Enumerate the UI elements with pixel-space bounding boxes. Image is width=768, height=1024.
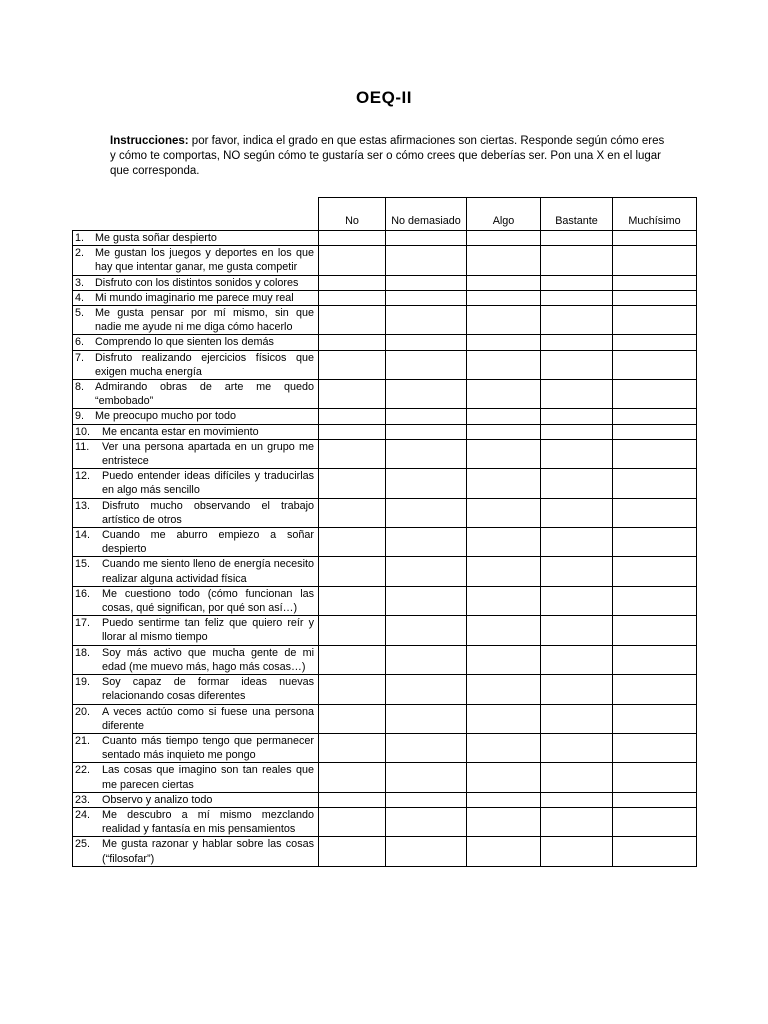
item-number: 8. bbox=[75, 381, 85, 394]
answer-cell-muchisimo[interactable] bbox=[613, 350, 697, 379]
answer-cell-algo[interactable] bbox=[467, 807, 541, 836]
item-cell bbox=[73, 616, 319, 645]
answer-cell-no[interactable] bbox=[319, 645, 386, 674]
item-statement bbox=[73, 675, 318, 703]
item-text: Mi mundo imaginario me parece muy real bbox=[95, 291, 294, 304]
answer-cell-no-demasiado[interactable] bbox=[386, 439, 467, 468]
item-number: 25. bbox=[75, 838, 91, 851]
item-number: 19. bbox=[75, 676, 91, 689]
table-row bbox=[73, 528, 697, 557]
item-number: 10. bbox=[75, 425, 91, 438]
item-statement bbox=[73, 808, 318, 836]
answer-cell-no[interactable] bbox=[319, 380, 386, 409]
item-statement bbox=[73, 734, 318, 762]
table-row bbox=[73, 439, 697, 468]
item-statement bbox=[73, 763, 318, 791]
answer-cell-no[interactable] bbox=[319, 306, 386, 335]
answer-cell-no-demasiado[interactable] bbox=[386, 335, 467, 350]
item-text: Puedo entender ideas difíciles y traducirlas en algo más sencillo bbox=[102, 470, 314, 497]
item-cell bbox=[73, 586, 319, 615]
answer-cell-muchisimo[interactable] bbox=[613, 439, 697, 468]
item-cell bbox=[73, 498, 319, 527]
answer-cell-algo[interactable] bbox=[467, 380, 541, 409]
table-row bbox=[73, 409, 697, 424]
answer-cell-muchisimo[interactable] bbox=[613, 733, 697, 762]
item-number: 24. bbox=[75, 808, 91, 821]
item-statement bbox=[73, 425, 318, 439]
item-number: 3. bbox=[75, 276, 85, 289]
item-cell bbox=[73, 409, 319, 424]
item-number: 21. bbox=[75, 734, 91, 747]
answer-cell-bastante[interactable] bbox=[541, 409, 613, 424]
table-row bbox=[73, 645, 697, 674]
table-row bbox=[73, 763, 697, 792]
item-number: 20. bbox=[75, 705, 91, 718]
item-cell bbox=[73, 792, 319, 807]
answer-cell-muchisimo[interactable] bbox=[613, 231, 697, 246]
item-statement bbox=[73, 528, 318, 556]
item-cell bbox=[73, 275, 319, 290]
table-row bbox=[73, 675, 697, 704]
answer-cell-no-demasiado[interactable] bbox=[386, 409, 467, 424]
item-statement bbox=[73, 291, 318, 305]
item-number: 23. bbox=[75, 793, 91, 806]
answer-cell-bastante[interactable] bbox=[541, 704, 613, 733]
item-number: 7. bbox=[75, 351, 85, 364]
table-row bbox=[73, 807, 697, 836]
column-header-bastante: Bastante bbox=[541, 198, 613, 231]
item-text: Comprendo lo que sienten los demás bbox=[95, 336, 274, 349]
item-number: 9. bbox=[75, 410, 85, 423]
table-row bbox=[73, 290, 697, 305]
item-number: 14. bbox=[75, 529, 91, 542]
answer-cell-bastante[interactable] bbox=[541, 763, 613, 792]
table-row bbox=[73, 792, 697, 807]
answer-cell-bastante[interactable] bbox=[541, 586, 613, 615]
answer-cell-algo[interactable] bbox=[467, 733, 541, 762]
answer-cell-muchisimo[interactable] bbox=[613, 246, 697, 275]
answer-cell-no-demasiado[interactable] bbox=[386, 704, 467, 733]
answer-cell-no-demasiado[interactable] bbox=[386, 424, 467, 439]
item-cell bbox=[73, 246, 319, 275]
answer-cell-muchisimo[interactable] bbox=[613, 409, 697, 424]
answer-cell-no-demasiado[interactable] bbox=[386, 350, 467, 379]
answer-cell-algo[interactable] bbox=[467, 424, 541, 439]
item-statement bbox=[73, 351, 318, 379]
item-cell bbox=[73, 807, 319, 836]
answer-cell-bastante[interactable] bbox=[541, 616, 613, 645]
item-cell bbox=[73, 704, 319, 733]
answer-cell-muchisimo[interactable] bbox=[613, 616, 697, 645]
answer-cell-no[interactable] bbox=[319, 528, 386, 557]
item-text: Disfruto con los distintos sonidos y colores bbox=[95, 276, 299, 289]
answer-cell-bastante[interactable] bbox=[541, 792, 613, 807]
item-number: 16. bbox=[75, 587, 91, 600]
answer-cell-algo[interactable] bbox=[467, 557, 541, 586]
item-text: Me cuestiono todo (cómo funcionan las cosas, qué significan, por qué son así…) bbox=[102, 587, 314, 615]
item-cell bbox=[73, 335, 319, 350]
answer-cell-no-demasiado[interactable] bbox=[386, 837, 467, 866]
answer-cell-no[interactable] bbox=[319, 275, 386, 290]
answer-cell-algo[interactable] bbox=[467, 645, 541, 674]
table-row bbox=[73, 350, 697, 379]
answer-cell-bastante[interactable] bbox=[541, 557, 613, 586]
item-cell bbox=[73, 290, 319, 305]
answer-cell-no[interactable] bbox=[319, 616, 386, 645]
answer-cell-no-demasiado[interactable] bbox=[386, 498, 467, 527]
item-number: 22. bbox=[75, 764, 91, 777]
table-row bbox=[73, 306, 697, 335]
answer-cell-no[interactable] bbox=[319, 335, 386, 350]
item-number: 11. bbox=[75, 440, 90, 453]
answer-cell-muchisimo[interactable] bbox=[613, 792, 697, 807]
table-row bbox=[73, 616, 697, 645]
item-cell bbox=[73, 231, 319, 246]
item-text: A veces actúo como si fuese una persona diferente bbox=[102, 705, 314, 732]
header-row bbox=[73, 198, 697, 231]
answer-cell-muchisimo[interactable] bbox=[613, 290, 697, 305]
table-row bbox=[73, 246, 697, 275]
item-text: Me encanta estar en movimiento bbox=[102, 425, 259, 438]
answer-cell-algo[interactable] bbox=[467, 498, 541, 527]
table-row bbox=[73, 335, 697, 350]
item-statement bbox=[73, 646, 318, 674]
answer-cell-no[interactable] bbox=[319, 837, 386, 866]
item-cell bbox=[73, 837, 319, 866]
item-number: 17. bbox=[75, 617, 91, 630]
table-row bbox=[73, 231, 697, 246]
item-number: 6. bbox=[75, 336, 85, 349]
answer-cell-bastante[interactable] bbox=[541, 837, 613, 866]
instructions-text: por favor, indica el grado en que estas afirmaciones son ciertas. Responde según cómo eres y cómo te comportas, NO según cómo te gustaría ser o cómo crees que deberías ser. Pon una X en el lugar que corresponda. bbox=[110, 135, 665, 177]
answer-cell-algo[interactable] bbox=[467, 231, 541, 246]
item-cell bbox=[73, 557, 319, 586]
answer-cell-no-demasiado[interactable] bbox=[386, 557, 467, 586]
answer-cell-no-demasiado[interactable] bbox=[386, 586, 467, 615]
page-title: OEQ-II bbox=[356, 88, 412, 107]
answer-cell-no[interactable] bbox=[319, 231, 386, 246]
answer-cell-algo[interactable] bbox=[467, 439, 541, 468]
answer-cell-no[interactable] bbox=[319, 704, 386, 733]
item-number: 12. bbox=[75, 470, 91, 483]
answer-cell-bastante[interactable] bbox=[541, 807, 613, 836]
item-number: 15. bbox=[75, 558, 91, 571]
answer-cell-muchisimo[interactable] bbox=[613, 528, 697, 557]
item-text: Soy más activo que mucha gente de mi edad (me muevo más, hago más cosas…) bbox=[102, 646, 314, 673]
table-row bbox=[73, 424, 697, 439]
answer-cell-muchisimo[interactable] bbox=[613, 498, 697, 527]
item-text: Me gusta soñar despierto bbox=[95, 232, 217, 244]
answer-cell-muchisimo[interactable] bbox=[613, 469, 697, 498]
answer-cell-algo[interactable] bbox=[467, 837, 541, 866]
item-statement bbox=[73, 705, 318, 733]
item-statement bbox=[73, 246, 318, 274]
answer-cell-muchisimo[interactable] bbox=[613, 557, 697, 586]
answer-cell-algo[interactable] bbox=[467, 792, 541, 807]
answer-cell-muchisimo[interactable] bbox=[613, 645, 697, 674]
answer-cell-no-demasiado[interactable] bbox=[386, 246, 467, 275]
item-text: Me gustan los juegos y deportes en los que hay que intentar ganar, me gusta competir bbox=[95, 247, 314, 274]
answer-cell-bastante[interactable] bbox=[541, 528, 613, 557]
answer-cell-muchisimo[interactable] bbox=[613, 704, 697, 733]
answer-cell-bastante[interactable] bbox=[541, 645, 613, 674]
item-cell bbox=[73, 469, 319, 498]
answer-cell-no[interactable] bbox=[319, 350, 386, 379]
answer-cell-no[interactable] bbox=[319, 807, 386, 836]
item-cell bbox=[73, 528, 319, 557]
item-text: Puedo sentirme tan feliz que quiero reír y llorar al mismo tiempo bbox=[102, 617, 314, 644]
table-row bbox=[73, 557, 697, 586]
answer-cell-algo[interactable] bbox=[467, 469, 541, 498]
answer-cell-no-demasiado[interactable] bbox=[386, 469, 467, 498]
header-blank-cell bbox=[73, 198, 319, 231]
item-statement bbox=[73, 837, 318, 865]
answer-cell-no[interactable] bbox=[319, 763, 386, 792]
table-row bbox=[73, 837, 697, 866]
instructions bbox=[110, 134, 670, 179]
answer-cell-no-demasiado[interactable] bbox=[386, 616, 467, 645]
answer-cell-algo[interactable] bbox=[467, 275, 541, 290]
answer-cell-no-demasiado[interactable] bbox=[386, 275, 467, 290]
item-number: 2. bbox=[75, 247, 85, 260]
answer-cell-bastante[interactable] bbox=[541, 246, 613, 275]
answer-cell-algo[interactable] bbox=[467, 335, 541, 350]
answer-cell-no-demasiado[interactable] bbox=[386, 528, 467, 557]
item-cell bbox=[73, 675, 319, 704]
item-cell bbox=[73, 424, 319, 439]
table-row bbox=[73, 704, 697, 733]
table-row bbox=[73, 380, 697, 409]
item-text: Cuanto más tiempo tengo que permanecer sentado más inquieto me pongo bbox=[102, 734, 314, 762]
item-text: Me gusta razonar y hablar sobre las cosas (“filosofar”) bbox=[102, 838, 314, 865]
answer-cell-no-demasiado[interactable] bbox=[386, 290, 467, 305]
item-statement bbox=[73, 409, 318, 423]
instructions-label: Instrucciones: bbox=[110, 135, 189, 147]
answer-cell-algo[interactable] bbox=[467, 290, 541, 305]
answer-cell-no[interactable] bbox=[319, 557, 386, 586]
item-statement bbox=[73, 440, 318, 468]
item-statement bbox=[73, 335, 318, 349]
item-cell bbox=[73, 350, 319, 379]
item-cell bbox=[73, 306, 319, 335]
item-text: Me descubro a mí mismo mezclando realidad y fantasía en mis pensamientos bbox=[102, 808, 314, 836]
item-cell bbox=[73, 733, 319, 762]
answer-cell-no[interactable] bbox=[319, 290, 386, 305]
answer-cell-no[interactable] bbox=[319, 498, 386, 527]
item-statement bbox=[73, 306, 318, 334]
answer-cell-muchisimo[interactable] bbox=[613, 807, 697, 836]
item-text: Admirando obras de arte me quedo “embobado” bbox=[95, 381, 314, 408]
column-header-no-demasiado: No demasiado bbox=[386, 198, 467, 231]
item-number: 5. bbox=[75, 307, 85, 320]
answer-cell-no-demasiado[interactable] bbox=[386, 306, 467, 335]
answer-cell-bastante[interactable] bbox=[541, 424, 613, 439]
answer-cell-muchisimo[interactable] bbox=[613, 675, 697, 704]
item-statement bbox=[73, 616, 318, 644]
item-cell bbox=[73, 380, 319, 409]
column-header-no: No bbox=[319, 198, 386, 231]
item-number: 13. bbox=[75, 499, 91, 512]
answer-cell-muchisimo[interactable] bbox=[613, 586, 697, 615]
item-number: 4. bbox=[75, 291, 85, 304]
answer-cell-muchisimo[interactable] bbox=[613, 763, 697, 792]
answer-cell-algo[interactable] bbox=[467, 409, 541, 424]
answer-cell-bastante[interactable] bbox=[541, 306, 613, 335]
answer-cell-muchisimo[interactable] bbox=[613, 306, 697, 335]
item-statement bbox=[73, 587, 318, 615]
answer-cell-muchisimo[interactable] bbox=[613, 837, 697, 866]
answer-cell-algo[interactable] bbox=[467, 246, 541, 275]
survey-table bbox=[72, 197, 697, 867]
answer-cell-muchisimo[interactable] bbox=[613, 380, 697, 409]
answer-cell-no[interactable] bbox=[319, 792, 386, 807]
answer-cell-bastante[interactable] bbox=[541, 675, 613, 704]
answer-cell-no[interactable] bbox=[319, 469, 386, 498]
item-statement bbox=[73, 557, 318, 585]
item-cell bbox=[73, 763, 319, 792]
answer-cell-bastante[interactable] bbox=[541, 439, 613, 468]
item-text: Cuando me siento lleno de energía necesito realizar alguna actividad física bbox=[102, 558, 314, 585]
answer-cell-bastante[interactable] bbox=[541, 498, 613, 527]
item-text: Disfruto mucho observando el trabajo artístico de otros bbox=[102, 499, 314, 526]
item-statement bbox=[73, 793, 318, 807]
table-row bbox=[73, 275, 697, 290]
table-row bbox=[73, 586, 697, 615]
item-cell bbox=[73, 439, 319, 468]
answer-cell-bastante[interactable] bbox=[541, 350, 613, 379]
answer-cell-no-demasiado[interactable] bbox=[386, 645, 467, 674]
item-text: Cuando me aburro empiezo a soñar despierto bbox=[102, 529, 314, 556]
answer-cell-no-demasiado[interactable] bbox=[386, 231, 467, 246]
answer-cell-bastante[interactable] bbox=[541, 231, 613, 246]
answer-cell-no-demasiado[interactable] bbox=[386, 675, 467, 704]
item-cell bbox=[73, 645, 319, 674]
column-header-muchisimo: Muchísimo bbox=[613, 198, 697, 231]
answer-cell-algo[interactable] bbox=[467, 306, 541, 335]
answer-cell-no-demasiado[interactable] bbox=[386, 807, 467, 836]
answer-cell-no-demasiado[interactable] bbox=[386, 380, 467, 409]
answer-cell-no-demasiado[interactable] bbox=[386, 733, 467, 762]
answer-cell-algo[interactable] bbox=[467, 616, 541, 645]
answer-cell-algo[interactable] bbox=[467, 586, 541, 615]
item-text: Observo y analizo todo bbox=[102, 793, 213, 806]
answer-cell-no-demasiado[interactable] bbox=[386, 792, 467, 807]
answer-cell-bastante[interactable] bbox=[541, 290, 613, 305]
item-statement bbox=[73, 499, 318, 527]
answer-cell-no[interactable] bbox=[319, 733, 386, 762]
column-header-algo: Algo bbox=[467, 198, 541, 231]
answer-cell-muchisimo[interactable] bbox=[613, 424, 697, 439]
answer-cell-algo[interactable] bbox=[467, 675, 541, 704]
item-statement bbox=[73, 469, 318, 497]
answer-cell-no[interactable] bbox=[319, 439, 386, 468]
answer-cell-bastante[interactable] bbox=[541, 733, 613, 762]
table-row bbox=[73, 733, 697, 762]
item-text: Disfruto realizando ejercicios físicos que exigen mucha energía bbox=[95, 351, 314, 378]
answer-cell-muchisimo[interactable] bbox=[613, 335, 697, 350]
answer-cell-bastante[interactable] bbox=[541, 380, 613, 409]
answer-cell-muchisimo[interactable] bbox=[613, 275, 697, 290]
answer-cell-algo[interactable] bbox=[467, 528, 541, 557]
answer-cell-algo[interactable] bbox=[467, 763, 541, 792]
answer-cell-bastante[interactable] bbox=[541, 335, 613, 350]
answer-cell-bastante[interactable] bbox=[541, 469, 613, 498]
answer-cell-no[interactable] bbox=[319, 586, 386, 615]
item-number: 1. bbox=[75, 232, 85, 244]
item-statement bbox=[73, 231, 318, 245]
answer-cell-no[interactable] bbox=[319, 675, 386, 704]
item-text: Ver una persona apartada en un grupo me entristece bbox=[102, 440, 314, 468]
item-statement bbox=[73, 380, 318, 408]
table-row bbox=[73, 469, 697, 498]
answer-cell-algo[interactable] bbox=[467, 704, 541, 733]
item-number: 18. bbox=[75, 646, 91, 659]
answer-cell-algo[interactable] bbox=[467, 350, 541, 379]
item-text: Me gusta pensar por mí mismo, sin que nadie me ayude ni me diga cómo hacerlo bbox=[95, 307, 314, 334]
answer-cell-no[interactable] bbox=[319, 409, 386, 424]
item-text: Me preocupo mucho por todo bbox=[95, 410, 237, 423]
answer-cell-no-demasiado[interactable] bbox=[386, 763, 467, 792]
table-row bbox=[73, 498, 697, 527]
item-statement bbox=[73, 276, 318, 290]
answer-cell-no[interactable] bbox=[319, 424, 386, 439]
answer-cell-bastante[interactable] bbox=[541, 275, 613, 290]
item-text: Soy capaz de formar ideas nuevas relacionando cosas diferentes bbox=[102, 676, 314, 703]
item-text: Las cosas que imagino son tan reales que me parecen ciertas bbox=[102, 764, 314, 791]
answer-cell-no[interactable] bbox=[319, 246, 386, 275]
